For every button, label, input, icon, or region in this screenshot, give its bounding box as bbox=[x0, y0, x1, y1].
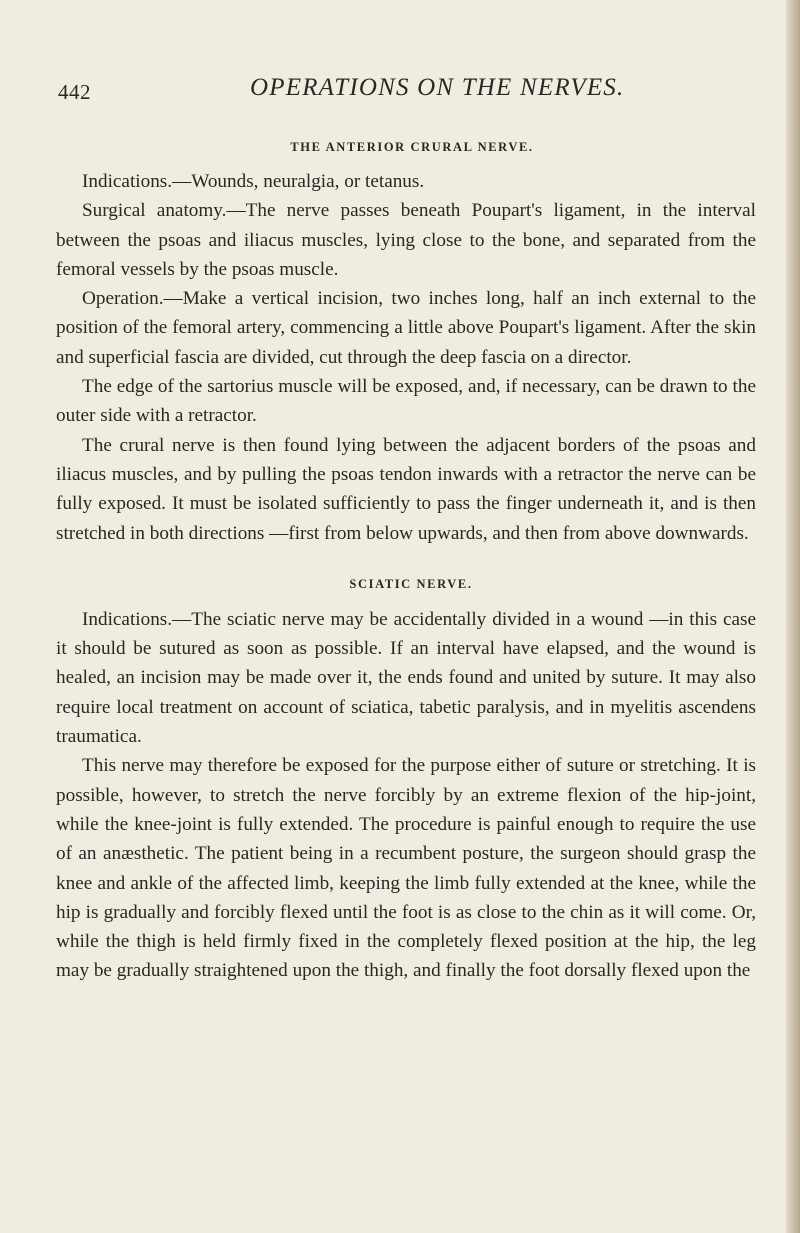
paragraph-lead: Surgical anatomy. bbox=[82, 200, 227, 222]
paragraph-exposure bbox=[56, 751, 756, 985]
running-head: OPERATIONS ON THE NERVES. bbox=[250, 74, 625, 101]
paragraph-text: —The nerve passes beneath Poupart's ligament, in the interval between the psoas and iliacus muscles, lying close to the bone, and separated from the femoral vessels by the psoas muscle. bbox=[56, 200, 756, 280]
section-anterior-crural-nerve bbox=[56, 140, 756, 548]
paragraph-surgical-anatomy bbox=[56, 196, 756, 284]
paragraph-lead: Operation. bbox=[82, 288, 164, 310]
paragraph-crural-nerve bbox=[56, 431, 756, 548]
paragraph-text: The edge of the sartorius muscle will be exposed, and, if necessary, can be drawn to the outer side with a retractor. bbox=[56, 376, 756, 427]
section-sciatic-nerve bbox=[56, 577, 756, 986]
paragraph-lead: Indications. bbox=[82, 608, 173, 630]
page-edge bbox=[786, 0, 800, 1233]
paragraph-lead: Indications. bbox=[82, 171, 173, 192]
body-text bbox=[56, 140, 756, 986]
paragraph-text: —Wounds, neuralgia, or tetanus. bbox=[172, 171, 425, 192]
section-heading: THE ANTERIOR CRURAL NERVE. bbox=[290, 140, 534, 154]
paragraph-indications bbox=[56, 605, 756, 751]
paragraph-text: This nerve may therefore be exposed for the purpose either of suture or stretching. It is possible, however, to stretch the nerve forcibly by an extreme flexion of the hip-joint, while the knee-joint is fully extended. The procedure is painful enough to require the use of an anæsthetic. The patient being in a recumbent posture, the surgeon should grasp the knee and ankle of the affected limb, keeping the limb fully extended at the knee, while the hip is gradually and forcibly flexed until the foot is as close to the chin as it will come. Or, while the thigh is held firmly fixed in the completely flexed position at the hip, the leg may be gradually straightened upon the thigh, and finally the foot dorsally flexed upon the bbox=[56, 755, 756, 982]
page-number: 442 bbox=[58, 80, 91, 104]
paragraph-text: The crural nerve is then found lying between the adjacent borders of the psoas and iliacus muscles, and by pulling the psoas tendon inwards with a retractor the nerve can be fully exposed. It must be isolated sufficiently to pass the finger underneath it, and is then stretched in both directions —first from below upwards, and then from above downwards. bbox=[56, 434, 756, 544]
paragraph-text: —Make a vertical incision, two inches long, half an inch external to the position of the femoral artery, commencing a little above Poupart's ligament. After the skin and superficial fascia are divided, cut through the deep fascia on a director. bbox=[56, 288, 756, 368]
section-heading: SCIATIC NERVE. bbox=[349, 576, 473, 591]
paragraph-sartorius bbox=[56, 372, 756, 431]
paragraph-indications bbox=[56, 167, 756, 196]
paragraph-operation bbox=[56, 284, 756, 372]
paragraph-text: —The sciatic nerve may be accidentally divided in a wound —in this case it should be sutured as soon as possible. If an interval have elapsed, and the wound is healed, an incision may be made over it, the ends found and united by suture. It may also require local treatment on account of sciatica, tabetic paralysis, and in myelitis ascendens traumatica. bbox=[56, 608, 756, 748]
